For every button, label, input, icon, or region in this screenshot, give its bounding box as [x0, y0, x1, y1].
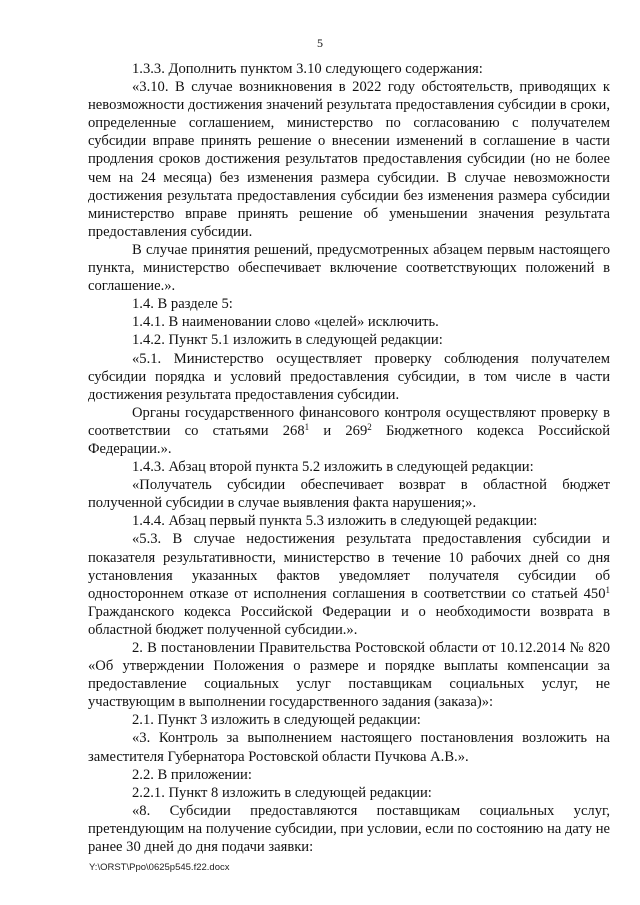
page-number: 5 [317, 36, 323, 50]
paragraph-text-part: Органы государственного финансового контроля осуществляют проверку в соответствии со статьями 268 [88, 404, 610, 439]
paragraph-1-4-1: 1.4.1. В наименовании слово «целей» исключить. [132, 314, 439, 331]
paragraph-1-4-4: 1.4.4. Абзац первый пункта 5.3 изложить в следующей редакции: [132, 513, 538, 530]
paragraph-5-3 [88, 530, 610, 639]
paragraph-3-10: «3.10. В случае возникновения в 2022 году обстоятельств, приводящих к невозможности достижения значений результата предоставления субсидии в сроки, определенные соглашением, министерство по согласованию с получателем субсидии вправе принять решение о внесении изменений в соглашение в части продления сроков достижения результатов предоставления субсидии (но не более чем на 24 месяца) без изменения размера субсидии. В случае невозможности достижения результата предоставления субсидии без изменения размера субсидии министерство вправе принять решение об уменьшении значения результата предоставления субсидии. [88, 79, 610, 240]
paragraph-5-1: «5.1. Министерство осуществляет проверку соблюдения получателем субсидии порядка и условий предоставления субсидии, в том числе в части достижения результата предоставления субсидии. [88, 350, 610, 403]
paragraph-1-4-3: 1.4.3. Абзац второй пункта 5.2 изложить в следующей редакции: [132, 459, 534, 476]
paragraph-text-part: «5.3. В случае недостижения результата предоставления субсидии и показателя результативности, министерство в течение 10 рабочих дней со дня установления указанных фактов уведомляет получателя субсидии об одностороннем отказе от исполнения соглашения в соответствии со статьей 450 [88, 531, 610, 602]
paragraph-2: 2. В постановлении Правительства Ростовской области от 10.12.2014 № 820 «Об утверждении Положения о размере и порядке выплаты компенсации за предоставление социальных услуг поставщикам социальных услуг, не участвующим в выполнении государственного задания (заказа)»: [88, 640, 610, 711]
footer-file-path: Y:\ORST\Ppo\0625p545.f22.docx [89, 862, 230, 873]
paragraph-text-part: Гражданского кодекса Российской Федерации и о необходимости возврата в областной бюджет полученной субсидии.». [88, 603, 610, 638]
paragraph-3-10-second: В случае принятия решений, предусмотренных абзацем первым настоящего пункта, министерство обеспечивает включение соответствующих положений в соглашение.». [88, 241, 610, 295]
paragraph-1-4: 1.4. В разделе 5: [132, 296, 233, 313]
paragraph-2-2: 2.2. В приложении: [132, 766, 252, 783]
superscript: 2 [367, 421, 372, 432]
paragraph-1-4-2: 1.4.2. Пункт 5.1 изложить в следующей редакции: [132, 332, 443, 349]
paragraph-5-2: «Получатель субсидии обеспечивает возврат в областной бюджет полученной субсидии в случае выявления факта нарушения;». [88, 477, 610, 512]
paragraph-text-part: и 269 [309, 422, 368, 439]
paragraph-8: «8. Субсидии предоставляются поставщикам социальных услуг, претендующим на получение субсидии, при условии, если по состоянию на дату не ранее 30 дней до дня подачи заявки: [88, 802, 610, 856]
paragraph-1-3-3: 1.3.3. Дополнить пунктом 3.10 следующего содержания: [132, 61, 483, 77]
superscript: 1 [304, 421, 310, 432]
paragraph-text-part: Бюджетного кодекса Российской Федерации.». [88, 422, 611, 457]
paragraph-5-1-second [88, 404, 610, 458]
superscript: 1 [605, 584, 610, 595]
paragraph-2-2-1: 2.2.1. Пункт 8 изложить в следующей редакции: [132, 784, 432, 801]
paragraph-3-control: «3. Контроль за выполнением настоящего постановления возложить на заместителя Губернатора Ростовской области Пучкова А.В.». [88, 730, 610, 765]
document-body [88, 60, 610, 856]
paragraph-2-1: 2.1. Пункт 3 изложить в следующей редакции: [132, 712, 421, 729]
